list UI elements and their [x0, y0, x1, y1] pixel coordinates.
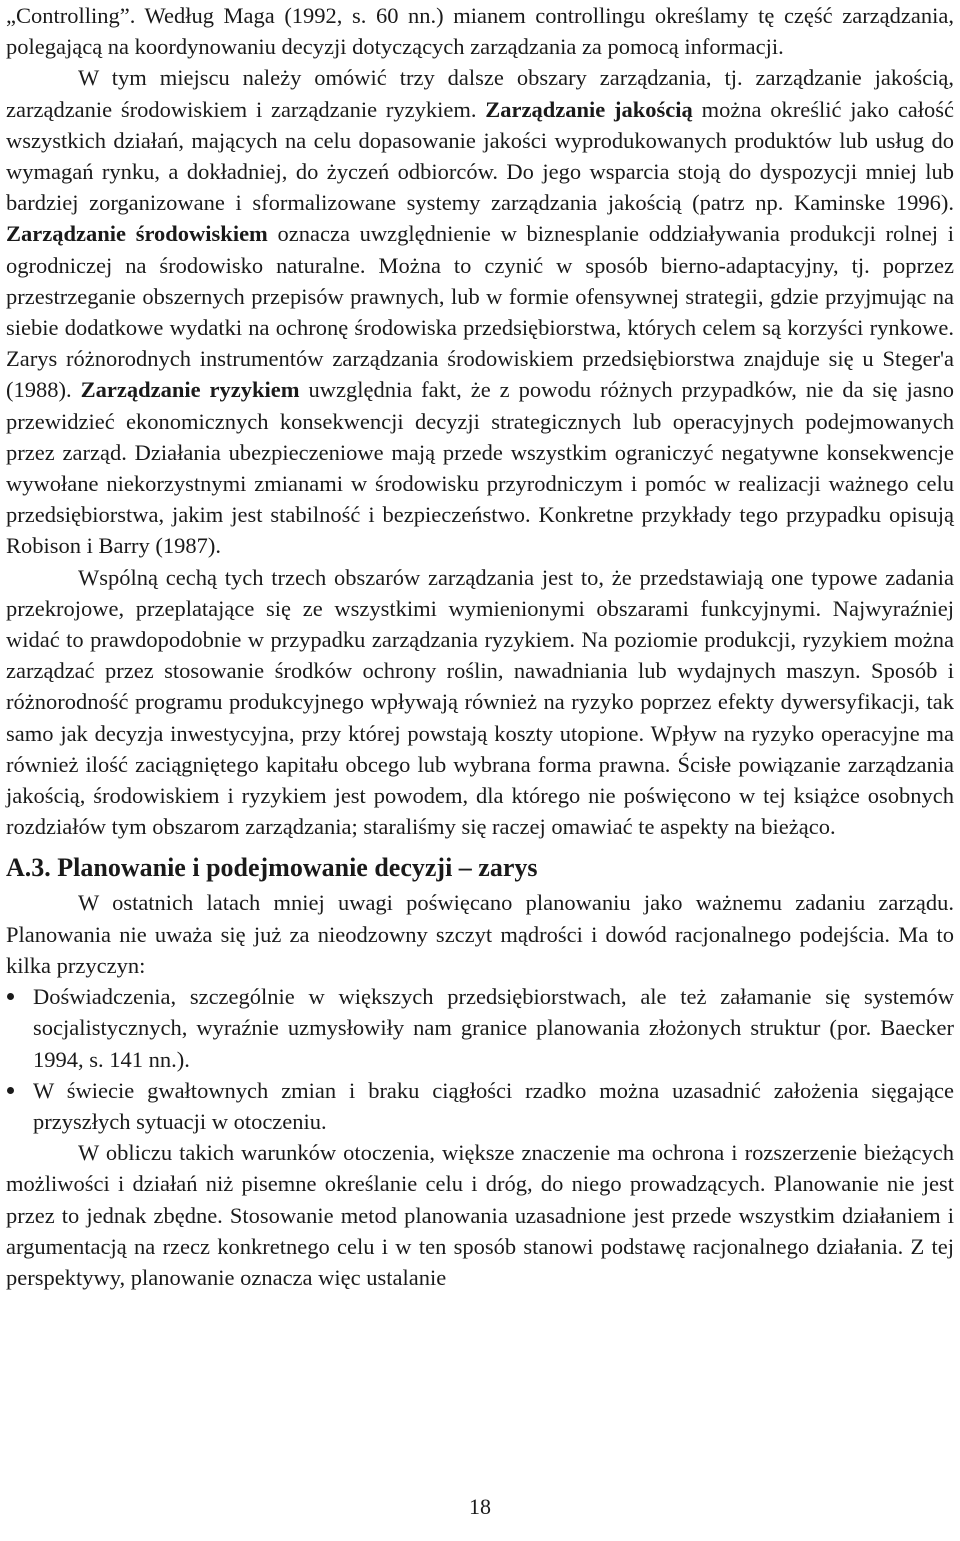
list-item	[6, 1075, 954, 1137]
list-item-text: W świecie gwałtownych zmian i braku ciągłości rzadko można uzasadnić założenia sięgające przyszłych sytuacji w otoczeniu.	[33, 1077, 954, 1134]
list-item-text: Doświadczenia, szczególnie w większych przedsiębiorstwach, ale też załamanie się systemów socjalistycznych, wyraźnie uzmysłowiły nam granice planowania złożonych struktur (por. Baecker 1994, s. 141 nn.).	[33, 984, 954, 1072]
paragraph-planning-intro: W ostatnich latach mniej uwagi poświęcano planowaniu jako ważnemu zadaniu zarządu. Planowania nie uważa się już za nieodzowny szczyt mądrości i dowód racjonalnego podejścia. Ma to kilka przyczyn:	[6, 890, 954, 978]
term-environment-management: Zarządzanie środowiskiem	[6, 221, 268, 247]
term-risk-management: Zarządzanie ryzykiem	[80, 377, 300, 403]
environment-management-text: oznacza uwzględnienie w biznesplanie oddziaływania produkcji rolnej i ogrodniczej na środowisko naturalne. Można to czynić w sposób bierno-adaptacyjny, tj. poprzez przestrzeganie obszernych przepisów prawnych, lub w formie ofensywnej strategii, gdzie przyjmując na siebie dodatkowe wydatki na ochronę środowiska przedsiębiorstwa, których celem są korzyści rynkowe. Zarys różnorodnych instrumentów zarządzania środowiskiem przedsiębiorstwa znajduje się u Steger'a (1988).	[6, 221, 954, 403]
term-quality-management: Zarządzanie jakością	[485, 96, 693, 122]
bullet-icon	[7, 1087, 14, 1094]
section-heading: A.3. Planowanie i podejmowanie decyzji – zarys	[6, 853, 538, 883]
paragraph-common-feature: Wspólną cechą tych trzech obszarów zarządzania jest to, że przedstawiają one typowe zadania przekrojowe, przeplatające się ze wszystkimi wymienionymi obszarami funkcyjnymi. Najwyraźniej widać to prawdopodobnie w przypadku zarządzania ryzykiem. Na poziomie produkcji, ryzykiem można zarządzać przez stosowanie środków ochrony roślin, nawadniania lub wydajnych maszyn. Sposób i różnorodność programu produkcyjnego wpływają również na ryzyko poprzez efekty dywersyfikacji, tak samo jak decyzja inwestycyjna, przy której powstają koszty utopione. Wpływ na ryzyko operacyjne ma również ilość zaciągniętego kapitału obcego lub wybrana forma prawna. Ścisłe powiązanie zarządzania jakością, środowiskiem i ryzykiem jest powodem, dla którego nie poświęcono w tej książce osobnych rozdziałów tym obszarom zarządzania; staraliśmy się raczej omawiać te aspekty na bieżąco.	[6, 564, 954, 840]
reasons-list	[6, 981, 954, 1137]
list-item	[6, 981, 954, 1075]
quality-management-text: można określić jako całość wszystkich działań, mających na celu dopasowanie jakości wyprodukowanych produktów lub usług do wymagań rynku, a dokładniej, do życzeń odbiorców. Do jego wsparcia stoją do dyspozycji mniej lub bardziej zorganizowane i sformalizowane systemy zarządzania jakością (patrz np. Kaminske 1996).	[6, 96, 955, 216]
document-page	[6, 0, 954, 1293]
paragraph-management-areas	[6, 62, 954, 561]
page-number: 18	[469, 1494, 491, 1519]
bullet-icon	[7, 993, 14, 1000]
paragraph-controlling: „Controlling”. Według Maga (1992, s. 60 nn.) mianem controllingu określamy tę część zarządzania, polegającą na koordynowaniu decyzji dotyczących zarządzania za pomocą informacji.	[6, 3, 954, 60]
risk-management-text: uwzględnia fakt, że z powodu różnych przypadków, nie da się jasno przewidzieć ekonomicznych konsekwencji decyzji strategicznych lub operacyjnych podejmowanych przez zarząd. Działania ubezpieczeniowe mają przede wszystkim ograniczyć negatywne konsekwencje wywołane niekorzystnymi zmianami w środowisku przyrodniczym i pomóc w realizacji ważnego celu przedsiębiorstwa, jakim jest stabilność i bezpieczeństwo. Konkretne przykłady tego przypadku opisują Robison i Barry (1987).	[6, 377, 954, 559]
paragraph-planning-conditions: W obliczu takich warunków otoczenia, większe znaczenie ma ochrona i rozszerzenie bieżących możliwości i działań niż pisemne określanie celu i dróg, do niego prowadzących. Planowanie nie jest przez to jednak zbędne. Stosowanie metod planowania uzasadnione jest przede wszystkim działaniem i argumentacją na rzecz konkretnego celu i w ten sposób stanowi podstawę racjonalnego działania. Z tej perspektywy, planowanie oznacza więc ustalanie	[6, 1140, 954, 1290]
intro-text: W tym miejscu należy omówić trzy dalsze obszary zarządzania, tj. zarządzanie jakością, zarządzanie środowiskiem i zarządzanie ryzykiem.	[6, 65, 954, 122]
